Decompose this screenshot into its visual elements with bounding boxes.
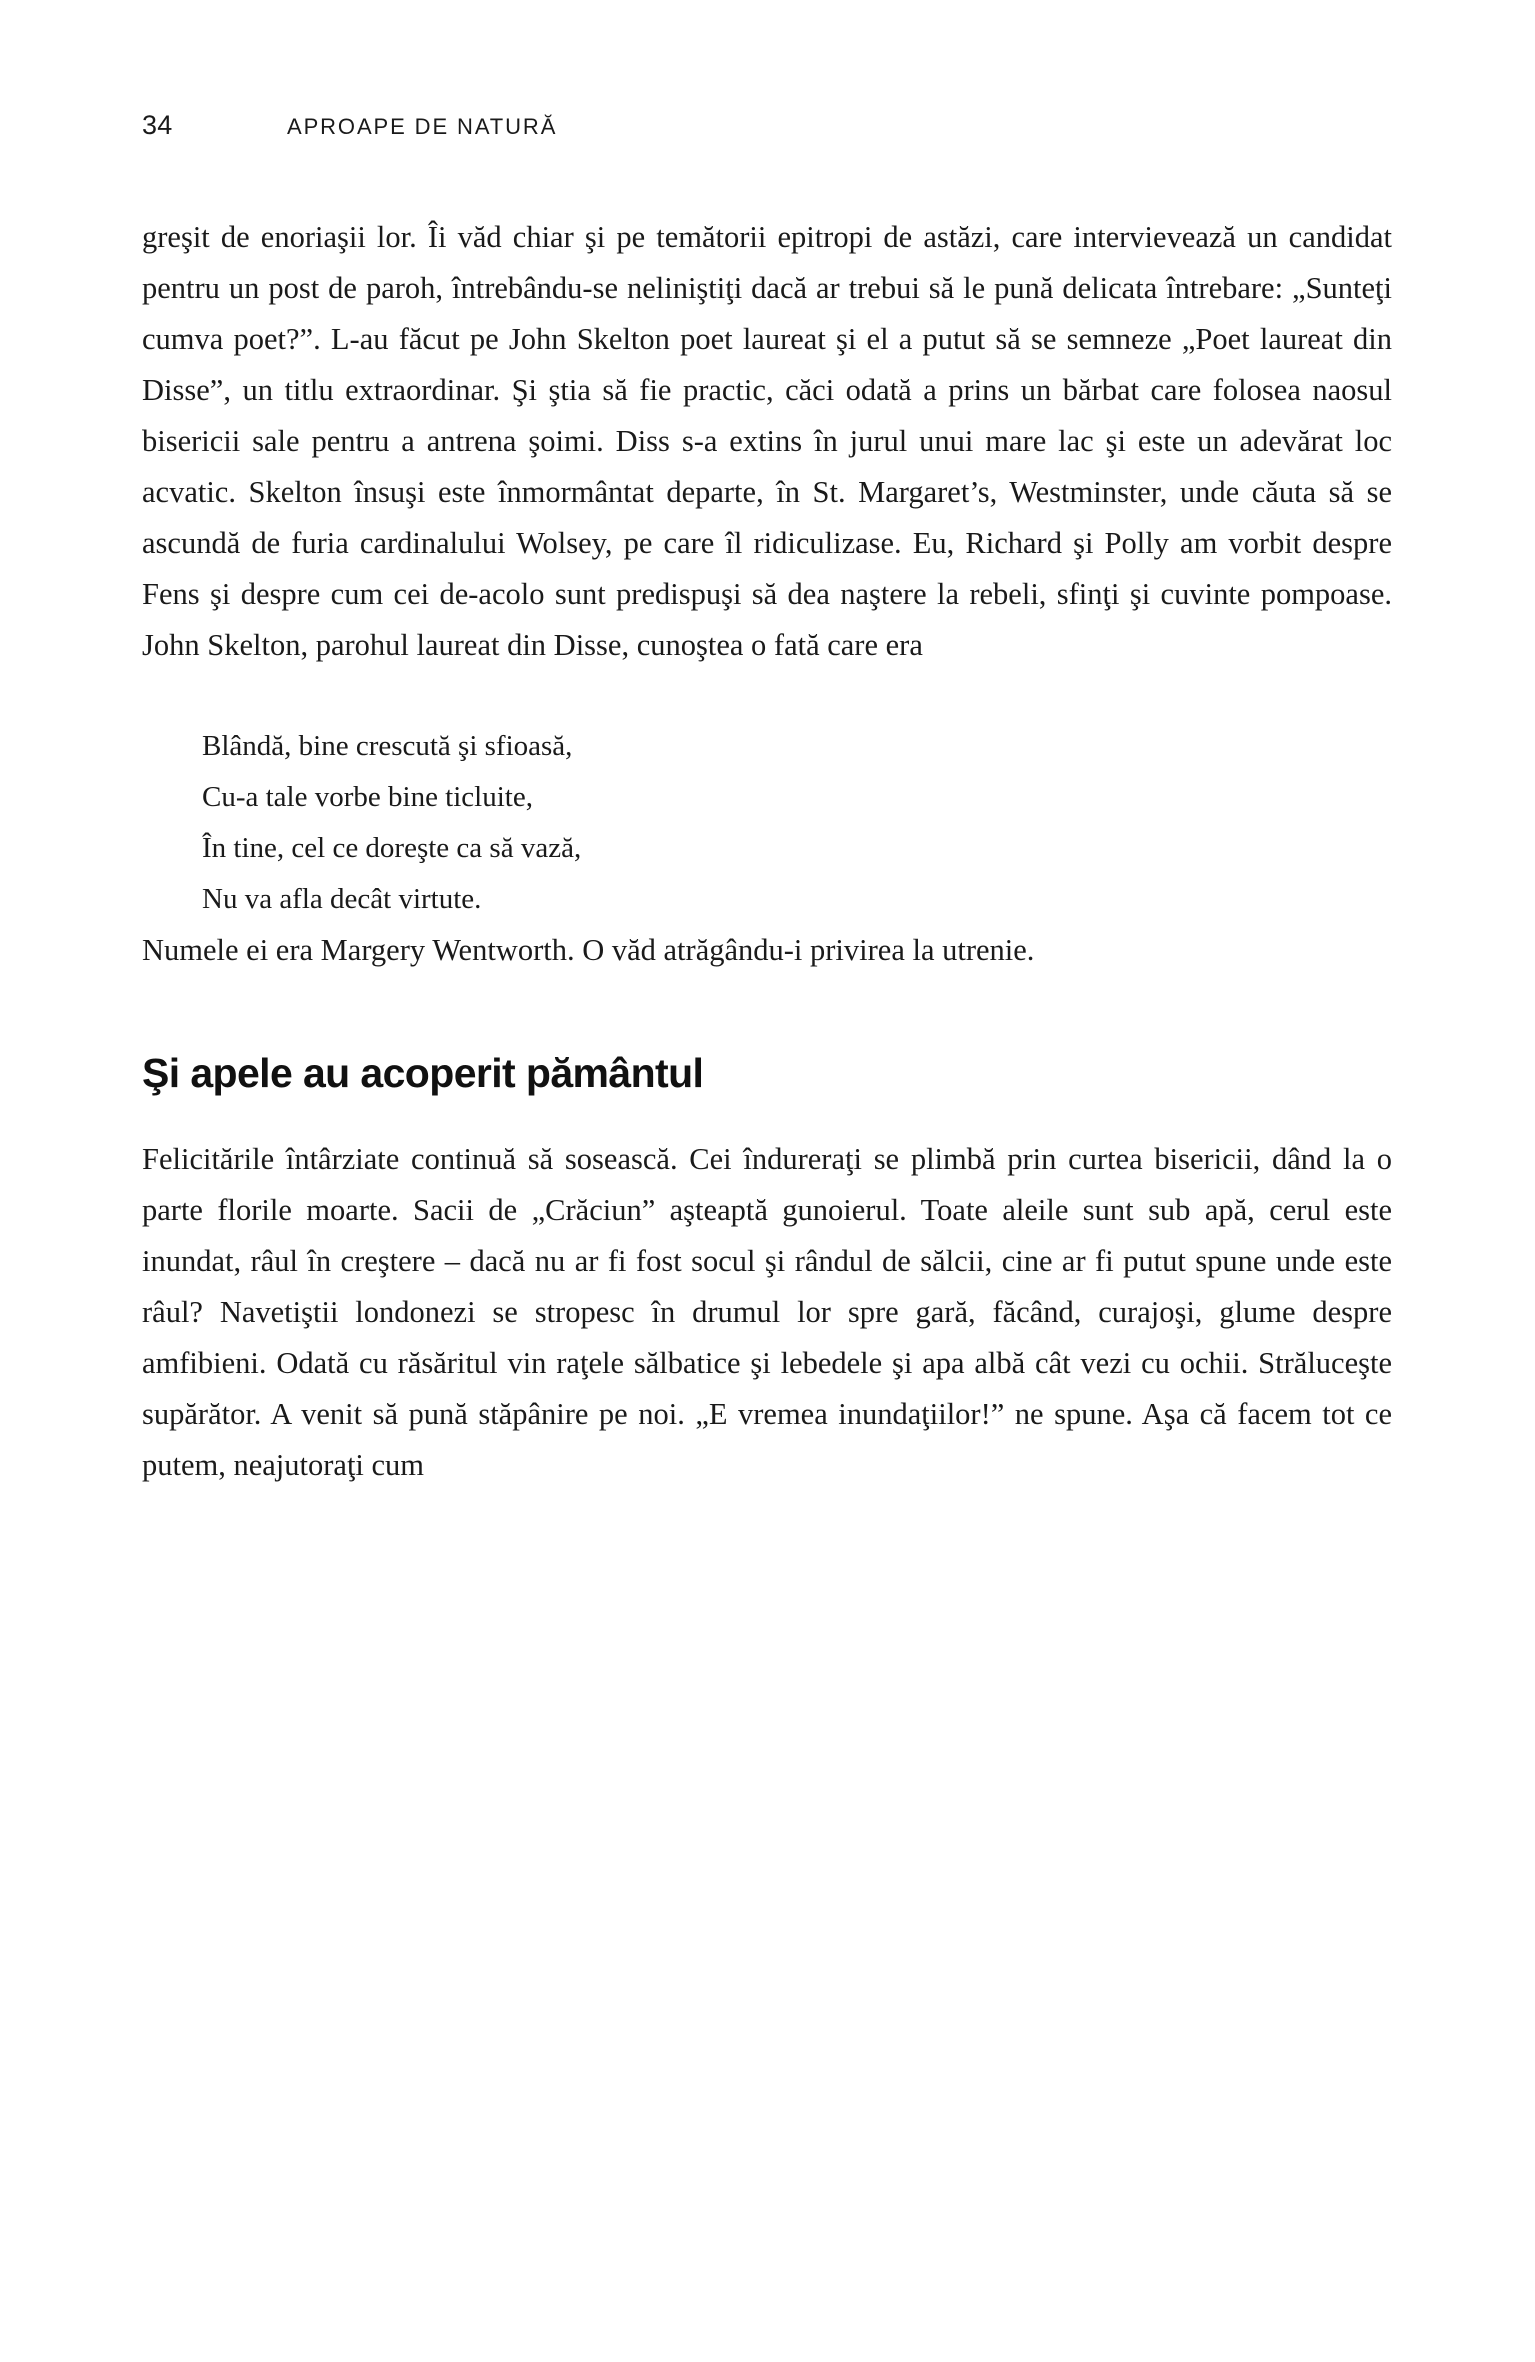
paragraph-continued: greşit de enoriaşii lor. Îi văd chiar şi pe temătorii epitropi de astăzi, care intervievează un candidat pentru un post de paroh, întrebându-se neliniştiţi dacă ar trebui să le pună delicata întrebare: „Sunteţi cumva poet?”. L-au făcut pe John Skelton poet laureat şi el a putut să se semneze „Poet laureat din Disse”, un titlu extraordinar. Şi ştia să fie practic, căci odată a prins un bărbat care folosea naosul bisericii sale pentru a antrena şoimi. Diss s-a extins în jurul unui mare lac şi este un adevărat loc acvatic. Skelton însuşi este înmormântat departe, în St. Margaret’s, Westminster, unde căuta să se ascundă de furia cardinalului Wolsey, pe care îl ridiculizase. Eu, Richard şi Polly am vorbit despre Fens şi despre cum cei de-acolo sunt predispuşi să dea naştere la rebeli, sfinţi şi cuvinte pompoase. John Skelton, parohul laureat din Disse, cunoştea o fată care era [142, 220, 1392, 662]
verse-line: Blândă, bine crescută şi sfioasă, [202, 730, 573, 762]
paragraph-section-body: Felicitările întârziate continuă să sosească. Cei îndureraţi se plimbă prin curtea bisericii, dând la o parte florile moarte. Sacii de „Crăciun” aşteaptă gunoierul. Toate aleile sunt sub apă, cerul este inundat, râul în creştere – dacă nu ar fi fost socul şi rândul de sălcii, cine ar fi putut spune unde este râul? Navetiştii londonezi se stropesc în drumul lor spre gară, făcând, curajoşi, glume despre amfibieni. Odată cu răsăritul vin raţele sălbatice şi lebedele şi apa albă cât vezi cu ochii. Străluceşte supărător. A venit să pună stăpânire pe noi. „E vremea inundaţiilor!” ne spune. Aşa că facem tot ce putem, neajutoraţi cum [142, 1142, 1392, 1482]
running-head [142, 110, 1392, 150]
paragraph-after-verse: Numele ei era Margery Wentworth. O văd atrăgându-i privirea la utrenie. [142, 933, 1035, 967]
section-heading: Şi apele au acoperit pământul [142, 1050, 704, 1096]
page-number: 34 [142, 110, 173, 140]
running-head-title: APROAPE DE NATURĂ [287, 114, 558, 139]
verse-line: În tine, cel ce doreşte ca să vază, [202, 832, 582, 864]
verse-block [202, 721, 1392, 925]
verse-line: Cu-a tale vorbe bine ticluite, [202, 781, 533, 813]
verse-line: Nu va afla decât virtute. [202, 883, 482, 915]
page-content [142, 110, 1392, 1491]
